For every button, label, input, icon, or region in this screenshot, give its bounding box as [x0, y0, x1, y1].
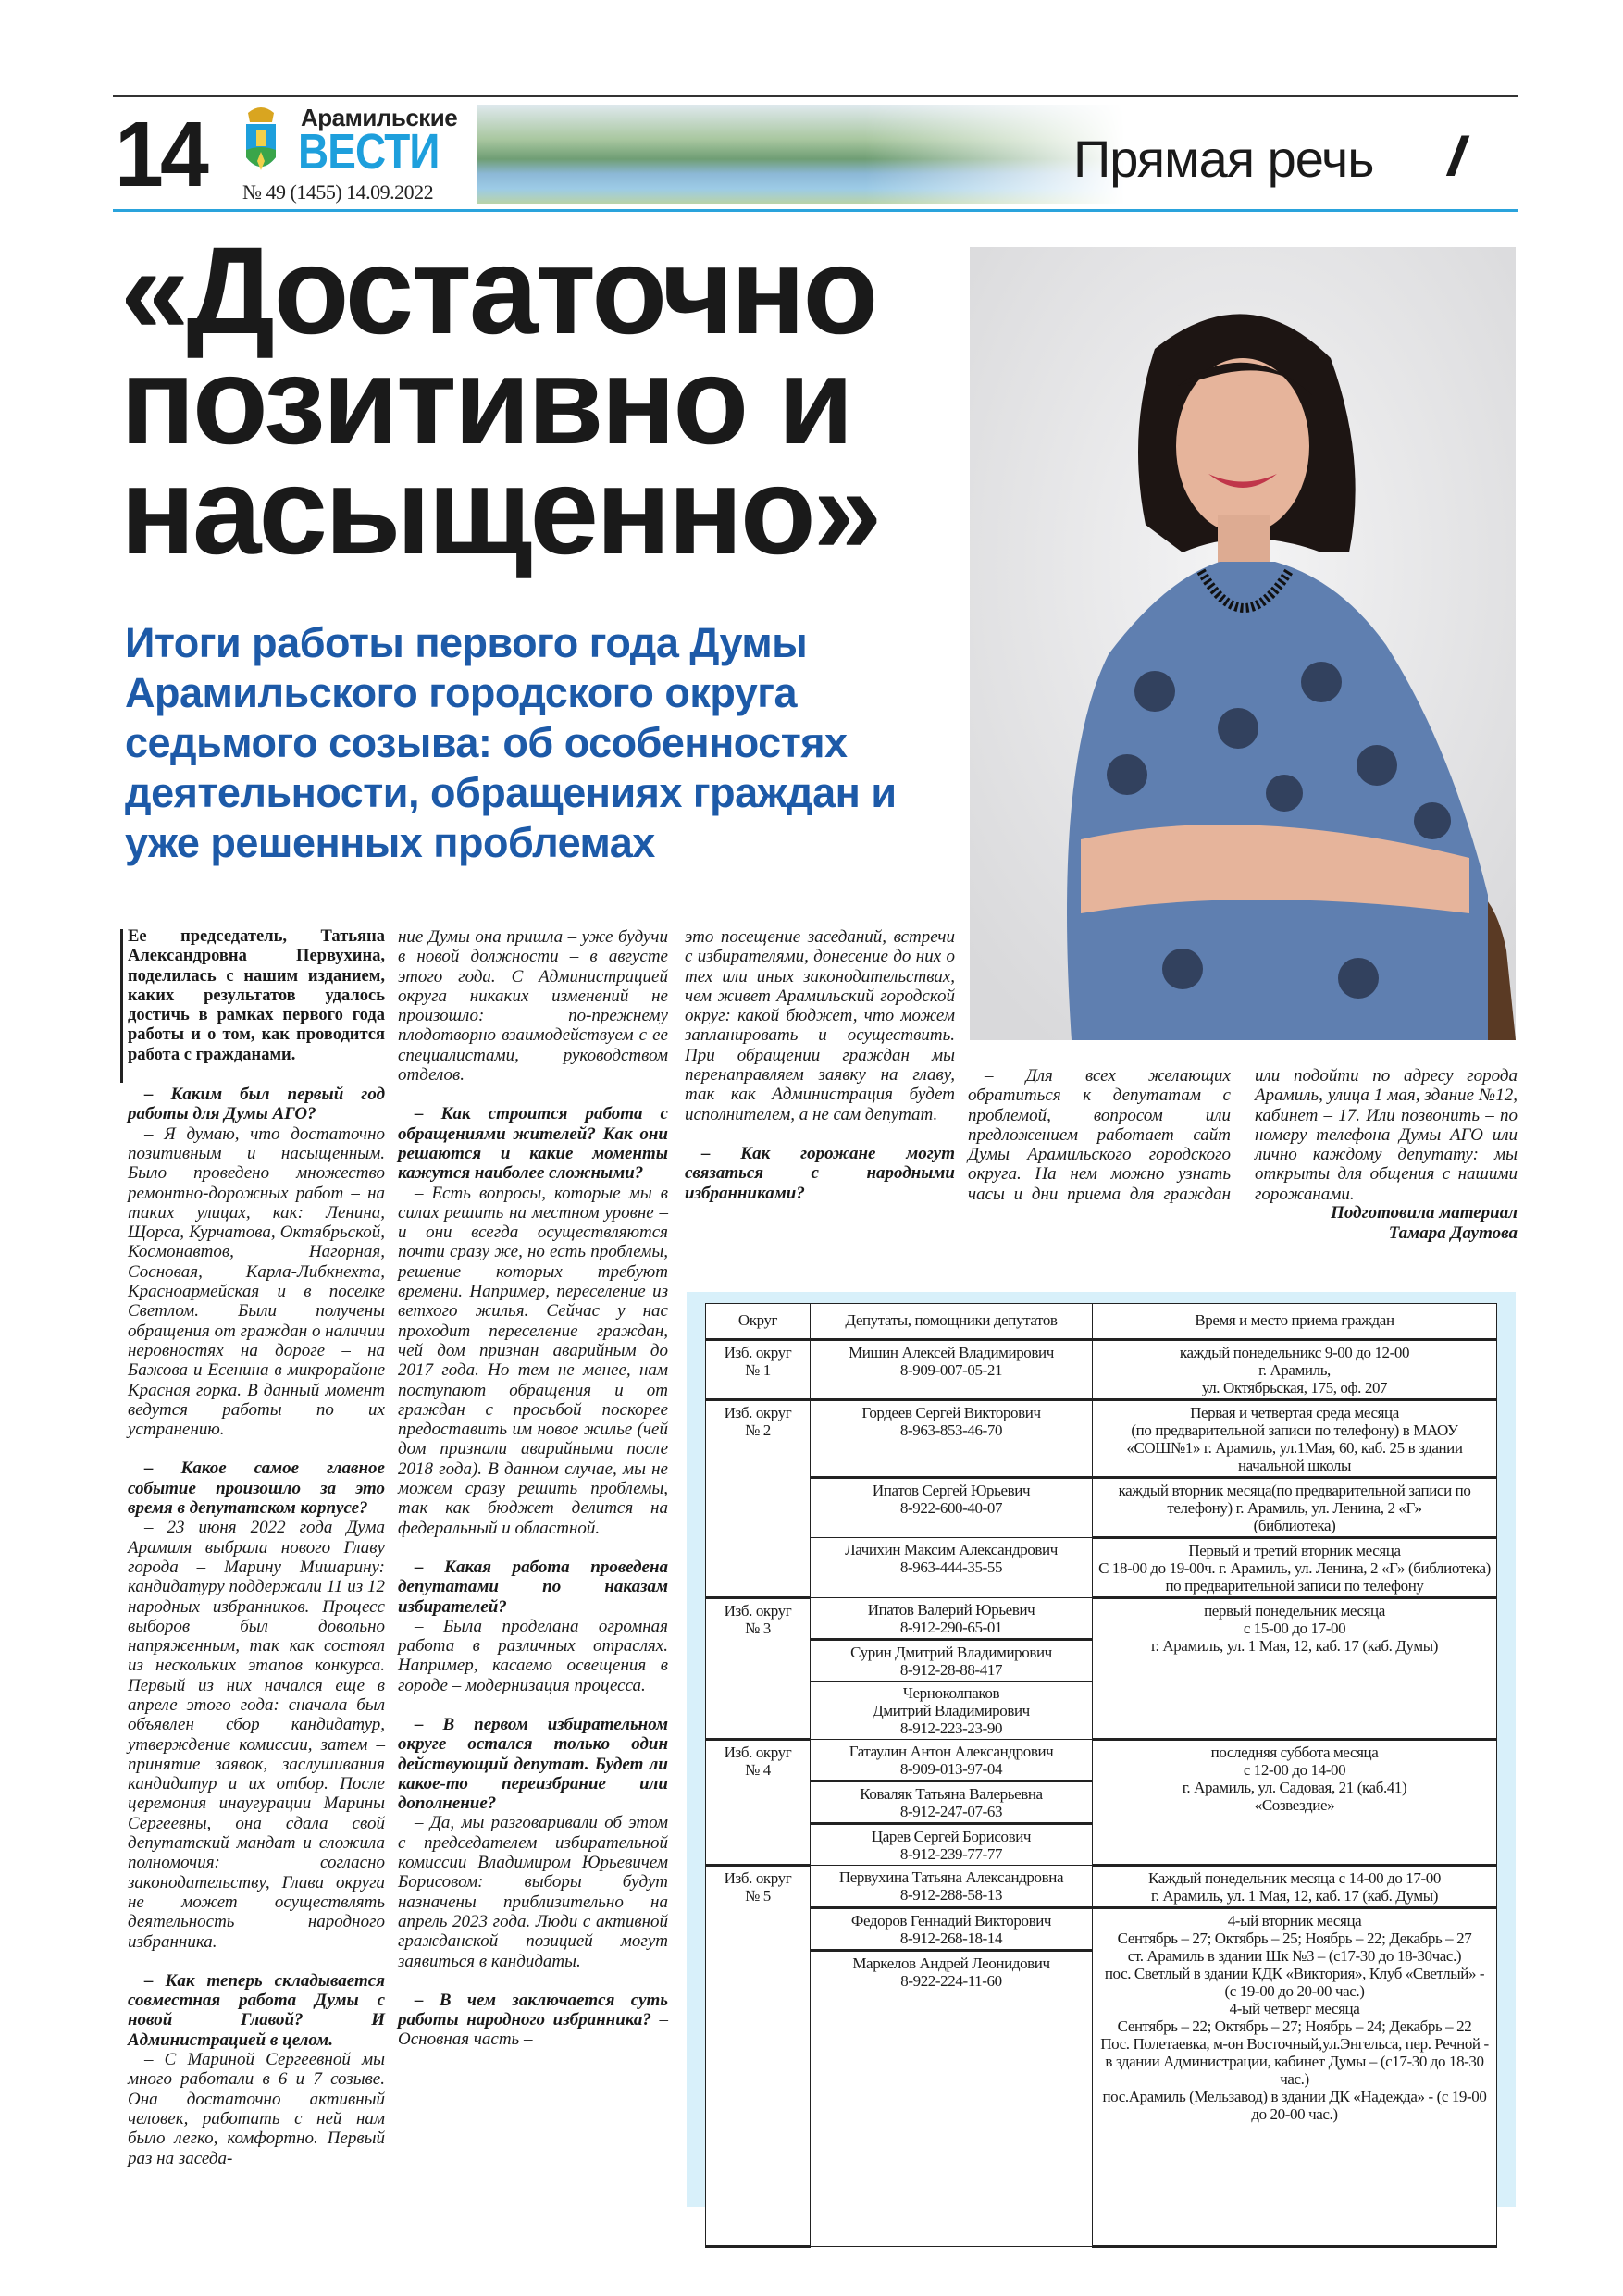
table-row — [706, 1740, 1497, 1781]
question-with-answer — [398, 1991, 668, 2050]
district-cell — [706, 1340, 811, 1400]
deputy-cell-line: 8-912-223-23-90 — [899, 1719, 1003, 1737]
district-cell-line: Изб. округ — [724, 1344, 792, 1361]
table-row — [706, 1598, 1497, 1640]
deputy-cell — [811, 1781, 1093, 1824]
article-headline: «Достаточно позитивно и насыщенно» — [120, 222, 880, 580]
schedule-cell — [1093, 1598, 1497, 1740]
table-row — [706, 1478, 1497, 1538]
article-column-1 — [128, 927, 385, 2168]
interview-question: – Какое самое главное событие произошло за это время в депутатском корпусе? — [128, 1458, 385, 1519]
portrait-image — [970, 247, 1516, 1040]
schedule-cell — [1093, 1478, 1497, 1538]
deputy-cell-line: 8-912-290-65-01 — [899, 1619, 1003, 1636]
deputy-cell — [811, 1740, 1093, 1781]
author-signature — [1203, 1203, 1518, 1244]
deputy-cell-line: 8-922-224-11-60 — [900, 1972, 1002, 1990]
schedule-cell-line: Сентябрь – 22; Октябрь – 27; Ноябрь – 24; Декабрь – 22 — [1117, 2017, 1472, 2035]
schedule-cell-line: г. Арамиль, ул. 1 Мая, 12, каб. 17 (каб. Думы) — [1150, 1637, 1439, 1655]
schedule-cell-line: Сентябрь – 27; Октябрь – 25; Ноябрь – 22; Декабрь – 27 — [1117, 1930, 1472, 1947]
schedule-cell-line: ст. Арамиль в здании Шк №3 – (с17-30 до 18-30час.) — [1127, 1947, 1462, 1965]
schedule-cell — [1093, 1538, 1497, 1598]
header-district: Округ — [706, 1304, 811, 1340]
deputy-cell — [811, 1951, 1093, 2247]
deputy-cell-line: 8-912-268-18-14 — [899, 1930, 1003, 1947]
district-cell-line: № 1 — [745, 1361, 771, 1379]
interview-question: – В первом избирательном округе остался только один действующий депутат. Будет ли какое-то переизбрание или дополнение? — [398, 1714, 668, 1814]
deputy-cell — [811, 1866, 1093, 1908]
deputy-cell-line: Первухина Татьяна Александровна — [838, 1868, 1064, 1886]
schedule-cell — [1093, 1740, 1497, 1866]
schedule-cell-line: С 18-00 до 19-00ч. г. Арамиль, ул. Ленина, 2 «Г» (библиотека) по предварительной записи по телефону — [1098, 1559, 1491, 1595]
deputy-cell-line: 8-963-444-35-55 — [899, 1558, 1003, 1576]
schedule-cell — [1093, 1908, 1497, 2247]
table-row — [706, 1866, 1497, 1908]
deputy-cell-line: 8-922-600-40-07 — [899, 1499, 1003, 1517]
deputy-cell-line: Царев Сергей Борисович — [871, 1828, 1032, 1845]
deputy-cell — [811, 1400, 1093, 1478]
interview-answer: – 23 июня 2022 года Дума Арамиля выбрала нового Главу города – Марину Мишарину: кандидатуру поддержали 11 из 12 народных избранников. Процесс выборов был довольно напряженным, так как состоял из нескольких этапов конкурса. Первый из них начался еще в апреле этого года: сначала был объявлен сбор кандидатур, утверждение комиссии, затем – принятие заявок, заслушивания кандидатур и их отбор. После церемония инаугурации Марины Сергеевны, она сдала свой депутатский мандат и сложила полномочия: согласно законодательству, Глава округа не может осуществлять деятельность народного избранника. — [128, 1518, 385, 1952]
table-row — [706, 1400, 1497, 1478]
deputy-cell — [811, 1478, 1093, 1538]
deputy-cell-line: 8-963-853-46-70 — [899, 1421, 1003, 1439]
deputy-cell-line: Ипатов Сергей Юрьевич — [872, 1482, 1031, 1499]
schedule-cell-line: Первая и четвертая среда месяца — [1190, 1404, 1399, 1421]
table-header-row — [706, 1304, 1497, 1340]
deputy-cell-line: Дмитрий Владимирович — [873, 1702, 1030, 1719]
question-text: – В чем заключается суть работы народного избранника? — [398, 1990, 668, 2030]
district-cell-line: Изб. округ — [724, 1602, 792, 1620]
deputy-cell-line: Коваляк Татьяна Валерьевна — [860, 1785, 1043, 1803]
article-subtitle: Итоги работы первого года Думы Арамильского городского округа седьмого созыва: об особенностях деятельности, обращениях граждан и уже решенных проблемах — [125, 619, 897, 866]
schedule-cell-line: Первый и третий вторник месяца — [1188, 1542, 1401, 1559]
schedule-cell-line: 4-ый четверг месяца — [1229, 2000, 1360, 2017]
lead-accent-bar — [120, 929, 123, 1083]
closing-paragraph: – Для всех желающих обратиться к депутатам с проблемой, вопросом или предложением работает сайт Думы Арамильского городского округа. На нем можно узнать часы и дни приема для граждан или подойти по адресу города Арамиль, улица 1 мая, здание №12, кабинет – 17. Или позвонить – по номеру телефона Думы АГО или лично каждому депутату: мы открыты для общения с нашими горожанами. — [968, 1066, 1518, 1204]
interview-question: – Каким был первый год работы для Думы АГО? — [128, 1085, 385, 1124]
interview-answer: – Да, мы разговаривали об этом с председателем избирательной комиссии Владимиром Юрьевичем Борисовом: выборы будут назначены приблизительно на апрель 2023 года. Люди с активной гражданской позицией могут заявиться в кандидаты. — [398, 1813, 668, 1971]
newspaper-name-main: ВЕСТИ — [298, 124, 440, 180]
page-number: 14 — [115, 103, 206, 206]
schedule-cell-line: с 12-00 до 14-00 — [1243, 1761, 1346, 1779]
signature-name: Тамара Даутова — [1388, 1223, 1518, 1243]
schedule-cell-line: г. Арамиль, ул. Садовая, 21 (каб.41) — [1182, 1779, 1407, 1796]
district-cell-line: Изб. округ — [724, 1744, 792, 1761]
schedule-cell-line: «Созвездие» — [1254, 1796, 1335, 1814]
deputy-cell — [811, 1598, 1093, 1640]
district-cell-line: № 4 — [745, 1761, 771, 1779]
signature-label: Подготовила материал — [1331, 1203, 1518, 1222]
schedule-cell-line: с 15-00 до 17-00 — [1243, 1620, 1346, 1637]
schedule-cell-line: (по предварительной записи по телефону) в МАОУ «СОШ№1» г. Арамиль, ул.1Мая, 60, каб. 25 в здании начальной школы — [1126, 1421, 1463, 1474]
deputy-cell-line: Гордеев Сергей Викторович — [861, 1404, 1041, 1421]
deputy-cell — [811, 1340, 1093, 1400]
deputy-cell-line: 8-912-288-58-13 — [899, 1886, 1003, 1904]
coat-of-arms-icon — [242, 104, 279, 178]
table-row — [706, 1908, 1497, 1951]
interview-answer: – Есть вопросы, которые мы в силах решить на местном уровне – и они всегда осуществляются почти сразу же, но есть проблемы, решение которых требуют времени. Например, переселение из ветхого жилья. Сейчас у нас проходит переселение граждан, чей дом признан аварийным до 2017 года. Но тем не менее, нам поступают обращения и от граждан с просьбой поскорее предоставить им новое жилье (чей дом признали аварийными после 2018 года). В данном случае, мы не можем сразу решить проблемы, так как бюджет делится на федеральный и областной. — [398, 1183, 668, 1538]
article-column-2 — [398, 927, 668, 2050]
schedule-cell-line: Пос. Полетаевка, м-он Восточный,ул.Энгельса, пер. Речной - в здании Администрации, кабинет Думы – (с17-30 до 18-30 час.) — [1100, 2035, 1489, 2088]
schedule-cell-line: пос.Арамиль (Мельзавод) в здании ДК «Надежда» - (с 19-00 до 20-00 час.) — [1102, 2088, 1487, 2123]
deputy-cell-line: 8-912-247-07-63 — [899, 1803, 1003, 1820]
deputy-cell-line: 8-912-239-77-77 — [899, 1845, 1003, 1863]
deputy-cell-line: 8-912-28-88-417 — [899, 1661, 1003, 1679]
issue-number-date: № 49 (1455) 14.09.2022 — [242, 180, 434, 204]
deputy-cell-line: Мишин Алексей Владимирович — [849, 1344, 1054, 1361]
schedule-cell-line: каждый понедельникс 9-00 до 12-00 — [1179, 1344, 1410, 1361]
deputy-cell — [811, 1908, 1093, 1951]
district-cell-line: Изб. округ — [724, 1404, 792, 1421]
header-deputies: Депутаты, помощники депутатов — [811, 1304, 1093, 1340]
schedule-cell-line: г. Арамиль, — [1258, 1361, 1331, 1379]
deputy-cell-line: 8-909-013-97-04 — [899, 1760, 1003, 1778]
article-column-3 — [685, 927, 955, 1203]
schedule-cell-line: последняя суббота месяца — [1210, 1744, 1379, 1761]
deputy-cell — [811, 1538, 1093, 1598]
interview-answer: ние Думы она пришла – уже будучи в новой должности – в августе этого года. С Администрацией округа никаких изменений не произошло: по-прежнему плодотворно взаимодействуем с ее специалистами, руководством отделов. — [398, 927, 668, 1086]
interview-question: – Как теперь складывается совместная работа Думы с новой Главой? И Администрацией в целом. — [128, 1970, 385, 2050]
district-cell — [706, 1866, 811, 2247]
deputy-cell-line: Черноколпаков — [902, 1684, 1000, 1702]
interview-answer: – С Мариной Сергеевной мы много работали в 6 и 7 созыве. Она достаточно активный человек, работать с ней нам было легко, комфортно. Первый раз на заседа- — [128, 2050, 385, 2168]
interview-question: – Как горожане могут связаться с народными избранниками? — [685, 1143, 955, 1203]
district-cell-line: Изб. округ — [724, 1869, 792, 1887]
deputy-cell-line: Гатаулин Антон Александрович — [849, 1743, 1054, 1760]
deputy-cell-line: Федоров Геннадий Викторович — [850, 1912, 1052, 1930]
deputy-cell — [811, 1824, 1093, 1866]
deputy-cell-line: Ипатов Валерий Юрьевич — [867, 1601, 1035, 1619]
deputy-cell-line: 8-909-007-05-21 — [899, 1361, 1003, 1379]
top-rule — [113, 95, 1518, 97]
deputy-cell — [811, 1682, 1093, 1740]
section-title: Прямая речь — [1073, 130, 1374, 188]
lead-paragraph: Ее председатель, Татьяна Александровна Первухина, поделилась с нашим изданием, каких результатов удалось достичь в рамках первого года работы и о том, как проводится работа с гражданами. — [128, 927, 385, 1064]
interview-answer: – Я думаю, что достаточно позитивным и насыщенным. Было проведено множество ремонтно-дорожных работ – на таких улицах, как: Ленина, Щорса, Курчатова, Октябрьской, Космонавтов, Нагорная, Сосновая, Карла-Либкнехта, Красноармейская и в поселке Светлом. Были получены обращения от граждан о наличии неровностях на дороге – на Бажова и Есенина в микрорайоне Красная горка. В данный момент ведутся работы по их устранению. — [128, 1123, 385, 1440]
schedule-cell — [1093, 1340, 1497, 1400]
schedule-cell-line: (библиотека) — [1253, 1517, 1336, 1534]
deputy-cell-line: Маркелов Андрей Леонидович — [852, 1955, 1050, 1972]
header-divider — [113, 209, 1518, 212]
schedule-cell-line: 4-ый вторник месяца — [1227, 1912, 1362, 1930]
deputy-cell-line: Лачихин Максим Александрович — [845, 1541, 1058, 1558]
schedule-cell-line: Каждый понедельник месяца с 14-00 до 17-00 — [1148, 1869, 1441, 1887]
interview-question: – Как строится работа с обращениями жителей? Как они решаются и какие моменты кажутся наиболее сложными? — [398, 1104, 668, 1184]
schedule-cell-line: г. Арамиль, ул. 1 Мая, 12, каб. 17 (каб. Думы) — [1150, 1887, 1439, 1905]
district-cell — [706, 1598, 811, 1740]
district-cell — [706, 1400, 811, 1598]
table-row — [706, 1340, 1497, 1400]
schedule-cell — [1093, 1400, 1497, 1478]
deputy-cell — [811, 1640, 1093, 1682]
landscape-banner-image — [477, 105, 1124, 204]
schedule-cell-line: пос. Светлый в здании КДК «Виктория», Клуб «Светлый» - (с 19-00 до 20-00 час.) — [1104, 1965, 1485, 2000]
schedule-cell-line: каждый вторник месяца(по предварительной записи по телефону) г. Арамиль, ул. Ленина, 2 «Г» — [1118, 1482, 1471, 1517]
table-row — [706, 1538, 1497, 1598]
portrait-photo — [970, 247, 1516, 1040]
header-schedule: Время и место приема граждан — [1093, 1304, 1497, 1340]
answer-text: – Основная часть – — [398, 2010, 668, 2050]
interview-question: – Какая работа проведена депутатами по наказам избирателей? — [398, 1557, 668, 1617]
district-cell-line: № 2 — [745, 1421, 771, 1439]
reception-schedule-table — [705, 1303, 1497, 2248]
district-cell-line: № 3 — [745, 1620, 771, 1637]
district-cell-line: № 5 — [745, 1887, 771, 1905]
district-cell — [706, 1740, 811, 1866]
interview-answer: – Была проделана огромная работа в различных отраслях. Например, касаемо освещения в городе – модернизация процесса. — [398, 1616, 668, 1695]
interview-answer: это посещение заседаний, встречи с избирателями, донесение до них о тех или иных законодательствах, чем живет Арамильский городской округ: какой бюджет, что можем запланировать и осуществить. При обращении граждан мы перенаправляем заявку на главу, так как Администрация будет исполнителем, а не сам депутат. — [685, 927, 955, 1124]
deputy-cell-line: Сурин Дмитрий Владимирович — [850, 1644, 1052, 1661]
article-closing-text — [968, 1066, 1518, 1204]
section-mark: // — [1448, 127, 1453, 187]
schedule-cell — [1093, 1866, 1497, 1908]
schedule-cell-line: ул. Октябрьская, 175, оф. 207 — [1201, 1379, 1388, 1396]
schedule-cell-line: первый понедельник месяца — [1204, 1602, 1385, 1620]
newspaper-name-top: Арамильские — [301, 104, 458, 131]
